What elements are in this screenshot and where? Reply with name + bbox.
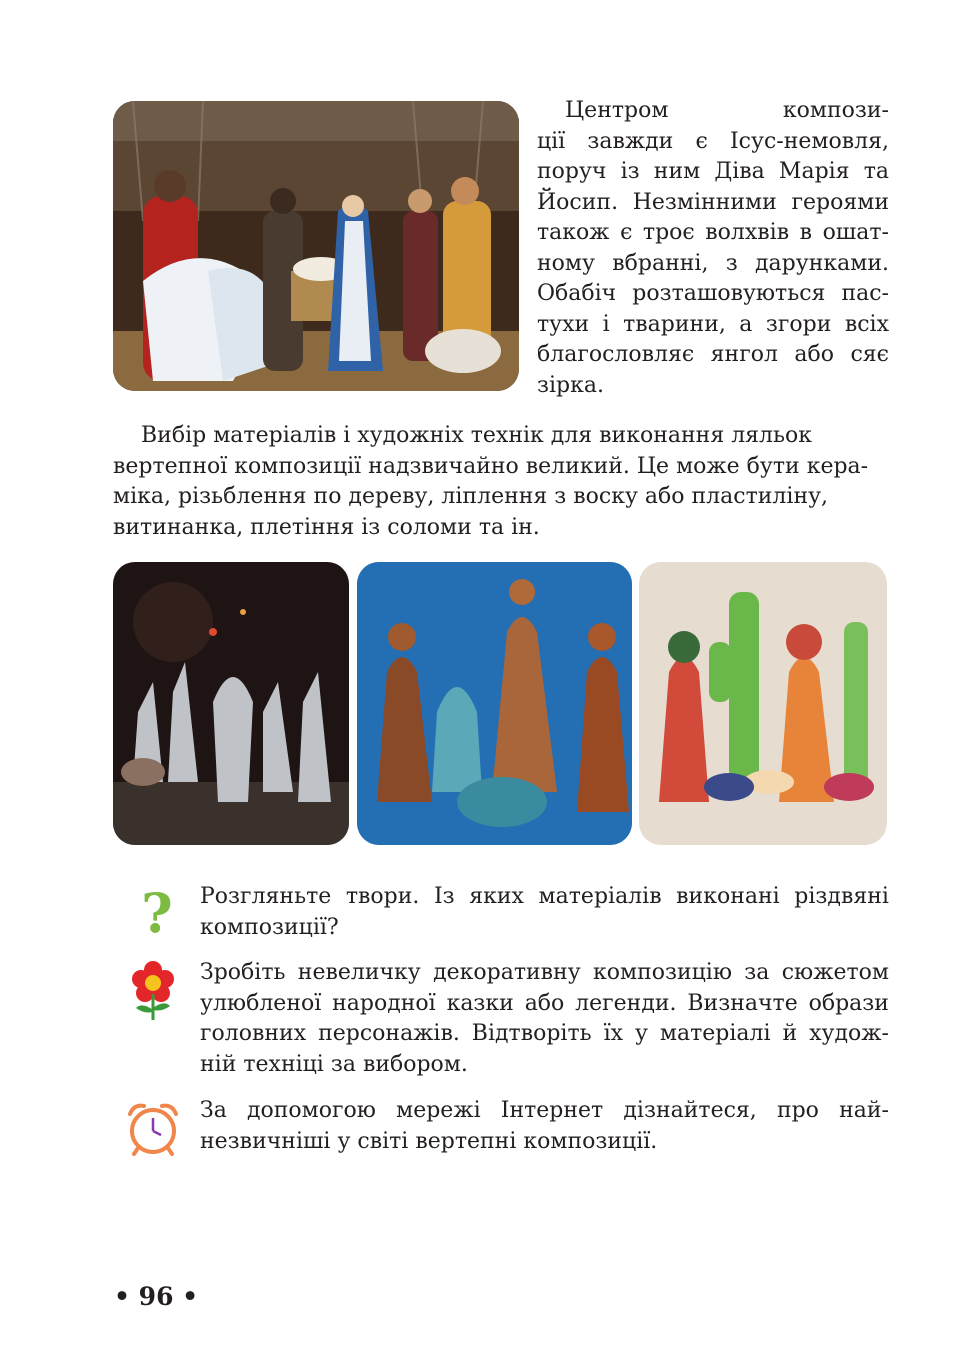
wooden-nativity-photo [357, 562, 632, 845]
intro-line-9: благословляє янгол або сяє [537, 342, 889, 367]
homework-line-2: незвичніші у світі вертепні композиції. [200, 1128, 658, 1154]
svg-text:?: ? [141, 882, 173, 938]
creative-task-text [200, 958, 889, 1080]
creative-line-1: Зробіть невеличку декоративну композицію за сюжетом [200, 960, 889, 985]
intro-line-6: ному вбранні, з дарунками. [537, 250, 889, 276]
intro-line-3: поруч із ним Діва Марія та [537, 159, 889, 184]
materials-line-4: витинанка, плетіння із соломи та ін. [113, 514, 540, 540]
question-task-text [200, 882, 889, 943]
materials-line-2: вертепної композиції надзвичайно великий. Це може бути кера- [113, 453, 869, 479]
intro-line-2: ції завжди є Ісус-немовля, [537, 128, 889, 154]
question-line-2: композиції? [200, 914, 339, 940]
intro-line-5: також є троє волхвів в ошат- [537, 220, 889, 245]
painted-nativity-photo [639, 562, 887, 845]
intro-line-1-right: компози- [782, 98, 889, 123]
intro-line-1 [537, 96, 889, 127]
intro-line-4: Йосип. Незмінними героями [537, 189, 889, 215]
question-line-1: Розгляньте твори. Із яких матеріалів виконані різдвяні [200, 884, 889, 909]
page-number: • 96 • [114, 1282, 199, 1311]
materials-paragraph [113, 421, 889, 543]
intro-paragraph [537, 96, 889, 401]
materials-line-1: Вибір матеріалів і художніх технік для виконання ляльок [141, 423, 812, 448]
nativity-scene-photo [113, 101, 519, 391]
alarm-clock-icon [124, 1100, 182, 1158]
intro-line-7: Обабіч розташовуються пас- [537, 281, 889, 306]
homework-task-text [200, 1096, 889, 1157]
creative-line-3: головних персонажів. Відтворіть їх у матеріалі й худож- [200, 1021, 889, 1046]
intro-line-10: зірка. [537, 372, 604, 398]
intro-line-1-left: Центром [565, 98, 669, 123]
metal-nativity-photo [113, 562, 349, 845]
question-icon [140, 882, 174, 938]
materials-line-3: міка, різьблення по дереву, ліплення з воску або пластиліну, [113, 484, 829, 509]
flower-icon [130, 960, 176, 1022]
homework-line-1: За допомогою мережі Інтернет дізнайтеся, про най- [200, 1098, 889, 1123]
creative-line-2: улюбленої народної казки або легенди. Визначте образи [200, 990, 889, 1016]
creative-line-4: ній техніці за вибором. [200, 1051, 468, 1077]
intro-line-8: тухи і тварини, а згори всіх [537, 311, 889, 337]
